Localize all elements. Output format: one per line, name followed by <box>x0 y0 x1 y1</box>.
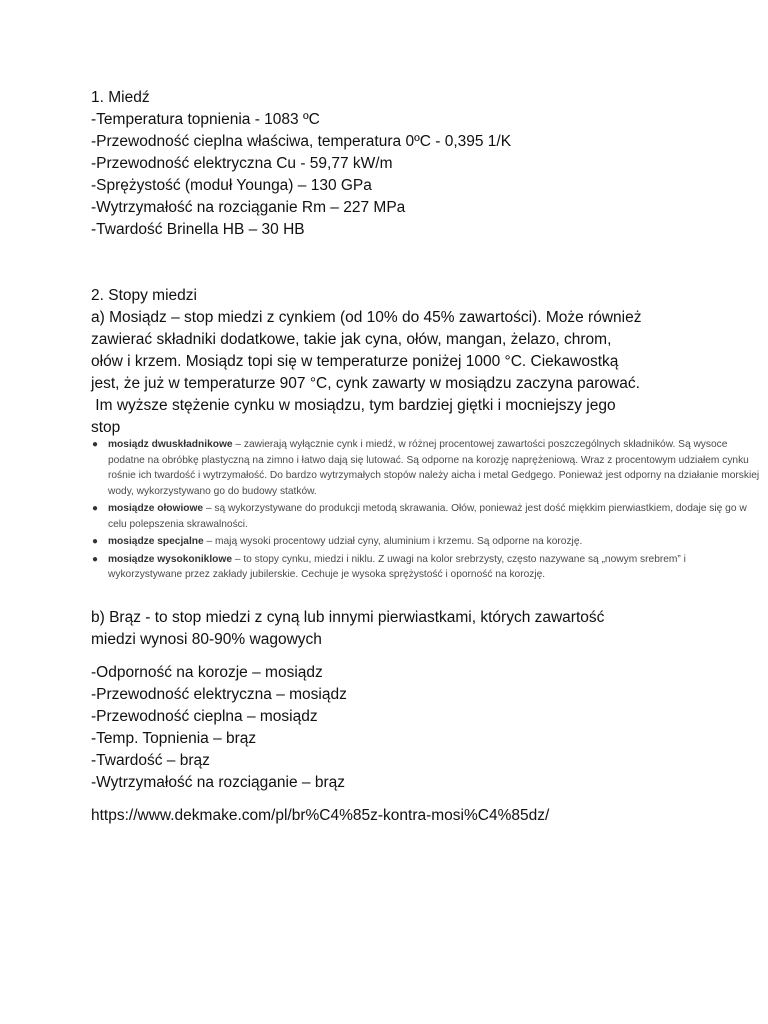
bullet-term: mosiądze specjalne <box>108 536 204 547</box>
bullet-term: mosiądze wysokoniklowe <box>108 553 232 565</box>
bullet-icon: ● <box>92 439 99 450</box>
bullet-text: – to stopy cynku, miedzi i niklu. Z uwagi na kolor srebrzysty, często nazywane są „nowym srebrem” i wykorzystywane przez zakłady jubilerskie. Cechuje je wysoka sprężystość i oporność na korozję. <box>108 553 686 580</box>
comparison-corrosion: -Odporność na korozje – mosiądz <box>91 664 323 681</box>
copper-young-modulus: -Sprężystość (moduł Younga) – 130 GPa <box>91 177 372 194</box>
list-item <box>91 534 761 550</box>
comparison-hardness: -Twardość – brąz <box>91 752 210 769</box>
bullet-icon: ● <box>92 536 99 547</box>
section-1-heading: 1. Miedź <box>91 89 150 106</box>
bullet-term: mosiądz dwuskładnikowe <box>108 439 233 450</box>
bronze-paragraph-line: miedzi wynosi 80-90% wagowych <box>91 631 322 648</box>
comparison-tensile: -Wytrzymałość na rozciąganie – brąz <box>91 774 345 791</box>
brass-paragraph-line: jest, że już w temperaturze 907 °C, cynk zawarty w mosiądzu zaczyna parować. <box>91 375 640 392</box>
brass-paragraph-line: zawierać składniki dodatkowe, takie jak cyna, ołów, mangan, żelazo, chrom, <box>91 331 612 348</box>
copper-melting-point: -Temperatura topnienia - 1083 ºC <box>91 111 320 128</box>
bullet-text: – zawierają wyłącznie cynk i miedź, w różnej procentowej zawartości poszczególnych składników. Są wysoce podatne na obróbkę plastyczną na zimno i łatwo dają się lutować. Są odporne na korozję naprężeniową. Wraz z procentowym udziałem cynku rośnie ich twardość i wytrzymałość. Do bardzo wytrzymałych stopów należy aicha i metal Gedgego. Ponieważ jest odporny na działanie morskiej wody, wykorzystywano go do budowy statków. <box>108 439 760 497</box>
copper-brinell-hardness: -Twardość Brinella HB – 30 HB <box>91 221 305 238</box>
bronze-paragraph-line: b) Brąz - to stop miedzi z cyną lub innymi pierwiastkami, których zawartość <box>91 609 605 626</box>
brass-types-list <box>91 437 761 585</box>
list-item <box>91 552 761 583</box>
bullet-term: mosiądze ołowiowe <box>108 503 204 514</box>
comparison-thermal: -Przewodność cieplna – mosiądz <box>91 708 318 725</box>
section-2-heading: 2. Stopy miedzi <box>91 287 197 304</box>
copper-electrical-conductivity: -Przewodność elektryczna Cu - 59,77 kW/m <box>91 155 393 172</box>
copper-thermal-conductivity: -Przewodność cieplna właściwa, temperatura 0ºC - 0,395 1/K <box>91 133 512 150</box>
bullet-text: – są wykorzystywane do produkcji metodą skrawania. Ołów, ponieważ jest dość miękkim pierwiastkiem, dodaje się go w celu polepszenia skrawalności. <box>108 503 747 530</box>
copper-tensile-strength: -Wytrzymałość na rozciąganie Rm – 227 MPa <box>91 199 406 216</box>
brass-paragraph-line: ołów i krzem. Mosiądz topi się w temperaturze poniżej 1000 °C. Ciekawostką <box>91 353 619 370</box>
bullet-icon: ● <box>92 503 99 514</box>
source-url[interactable]: https://www.dekmake.com/pl/br%C4%85z-kontra-mosi%C4%85dz/ <box>91 807 550 824</box>
comparison-electrical: -Przewodność elektryczna – mosiądz <box>91 686 347 703</box>
bullet-text: – mają wysoki procentowy udział cyny, aluminium i krzemu. Są odporne na korozję. <box>203 536 583 547</box>
list-item <box>91 437 761 499</box>
bullet-icon: ● <box>92 553 99 565</box>
comparison-melting: -Temp. Topnienia – brąz <box>91 730 257 747</box>
list-item <box>91 501 761 532</box>
brass-paragraph-line: stop <box>91 419 121 436</box>
brass-paragraph-line: a) Mosiądz – stop miedzi z cynkiem (od 10% do 45% zawartości). Może również <box>91 309 642 326</box>
brass-paragraph-line: Im wyższe stężenie cynku w mosiądzu, tym bardziej giętki i mocniejszy jego <box>91 397 616 414</box>
